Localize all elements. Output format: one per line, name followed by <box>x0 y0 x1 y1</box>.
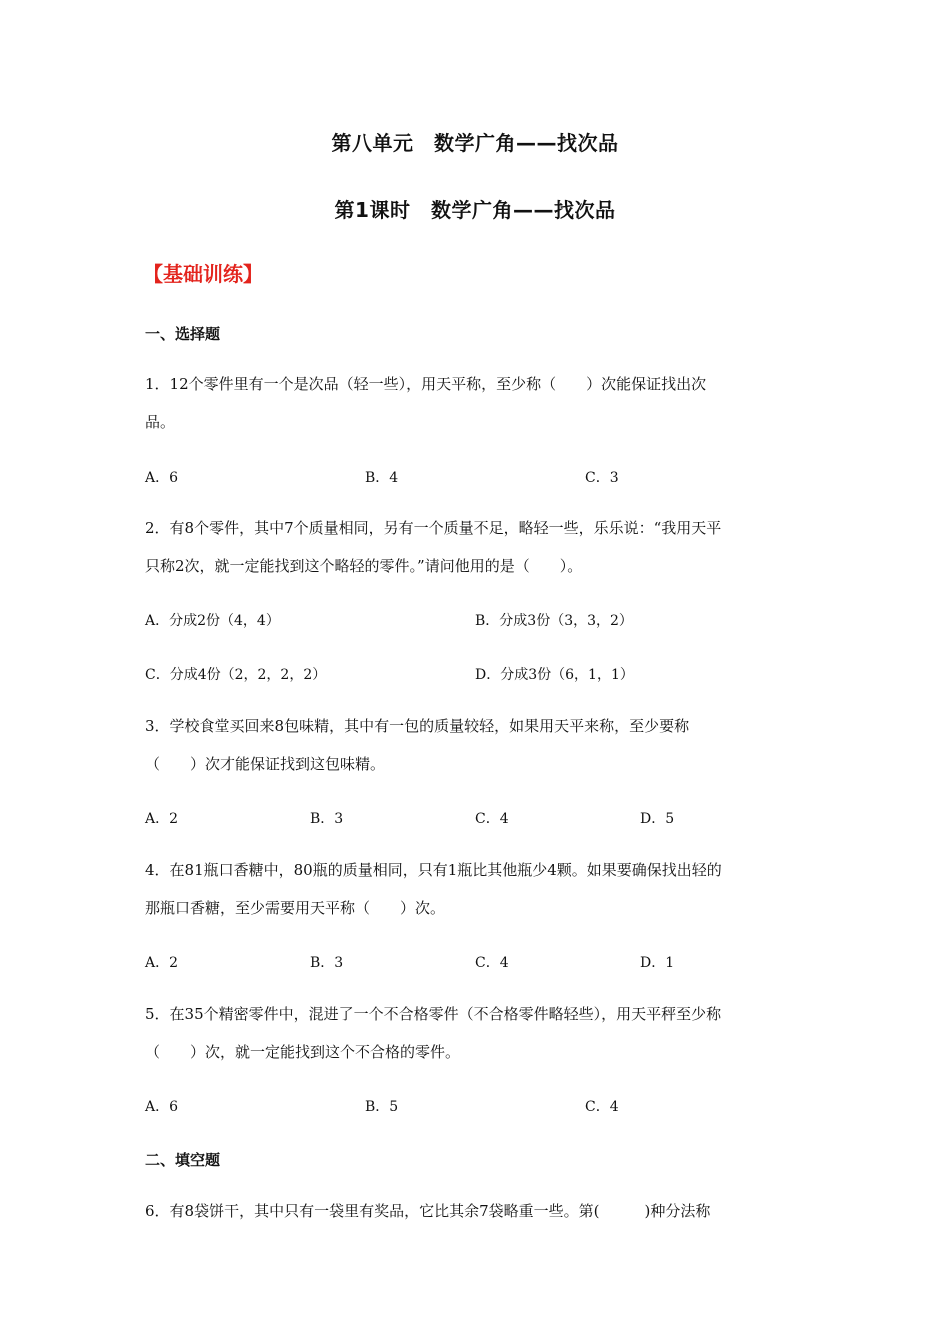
option-d[interactable]: D．5 <box>640 811 675 827</box>
option-b[interactable]: B．5 <box>365 1099 399 1115</box>
option-a[interactable]: A．分成2份（4，4） <box>145 613 280 629</box>
option-d[interactable]: D．1 <box>640 955 675 971</box>
option-a[interactable]: A．2 <box>145 811 179 827</box>
option-b[interactable]: B．分成3份（3，3，2） <box>475 613 633 629</box>
question-line: 那瓶口香糖，至少需要用天平称（ ）次。 <box>145 899 446 917</box>
unit-title: 第八单元 数学广角——找次品 <box>331 131 619 155</box>
question-6 <box>145 1192 810 1230</box>
option-d[interactable]: D．分成3份（6，1，1） <box>475 667 634 683</box>
option-b[interactable]: B．4 <box>365 470 399 486</box>
option-c[interactable]: C．4 <box>475 811 509 827</box>
section-tag-basic-training: 【基础训练】 <box>143 262 263 286</box>
question-line: （ ）次，就一定能找到这个不合格的零件。 <box>145 1043 461 1061</box>
question-2 <box>145 509 810 585</box>
question-line: （ ）次才能保证找到这包味精。 <box>145 755 386 773</box>
question-line: 6．有8袋饼干，其中只有一袋里有奖品，它比其余7袋略重一些。第( )种分法称 <box>145 1202 711 1220</box>
question-4 <box>145 851 810 927</box>
question-line: 品。 <box>145 413 176 431</box>
fill-section-heading: 二、填空题 <box>145 1151 221 1169</box>
option-a[interactable]: A．6 <box>145 1099 179 1115</box>
option-a[interactable]: A．2 <box>145 955 179 971</box>
option-a[interactable]: A．6 <box>145 470 179 486</box>
question-line: 只称2次，就一定能找到这个略轻的零件。”请问他用的是（ ）。 <box>145 557 583 575</box>
option-b[interactable]: B．3 <box>310 955 344 971</box>
question-5 <box>145 995 810 1071</box>
option-c[interactable]: C．3 <box>585 470 619 486</box>
option-c[interactable]: C．4 <box>475 955 509 971</box>
question-1 <box>145 365 810 441</box>
question-line: 3．学校食堂买回来8包味精，其中有一包的质量较轻，如果用天平来称，至少要称 <box>145 717 690 735</box>
option-c[interactable]: C．分成4份（2，2，2，2） <box>145 667 327 683</box>
question-line: 2．有8个零件，其中7个质量相同，另有一个质量不足，略轻一些，乐乐说：“我用天平 <box>145 519 722 537</box>
question-line: 4．在81瓶口香糖中，80瓶的质量相同，只有1瓶比其他瓶少4颗。如果要确保找出轻的 <box>145 861 722 879</box>
question-line: 5．在35个精密零件中，混进了一个不合格零件（不合格零件略轻些），用天平秤至少称 <box>145 1005 722 1023</box>
option-b[interactable]: B．3 <box>310 811 344 827</box>
question-line: 1．12个零件里有一个是次品（轻一些），用天平称，至少称（ ）次能保证找出次 <box>145 375 707 393</box>
question-3 <box>145 707 810 783</box>
option-c[interactable]: C．4 <box>585 1099 619 1115</box>
choice-section-heading: 一、选择题 <box>145 325 221 343</box>
lesson-title: 第1课时 数学广角——找次品 <box>334 198 616 222</box>
